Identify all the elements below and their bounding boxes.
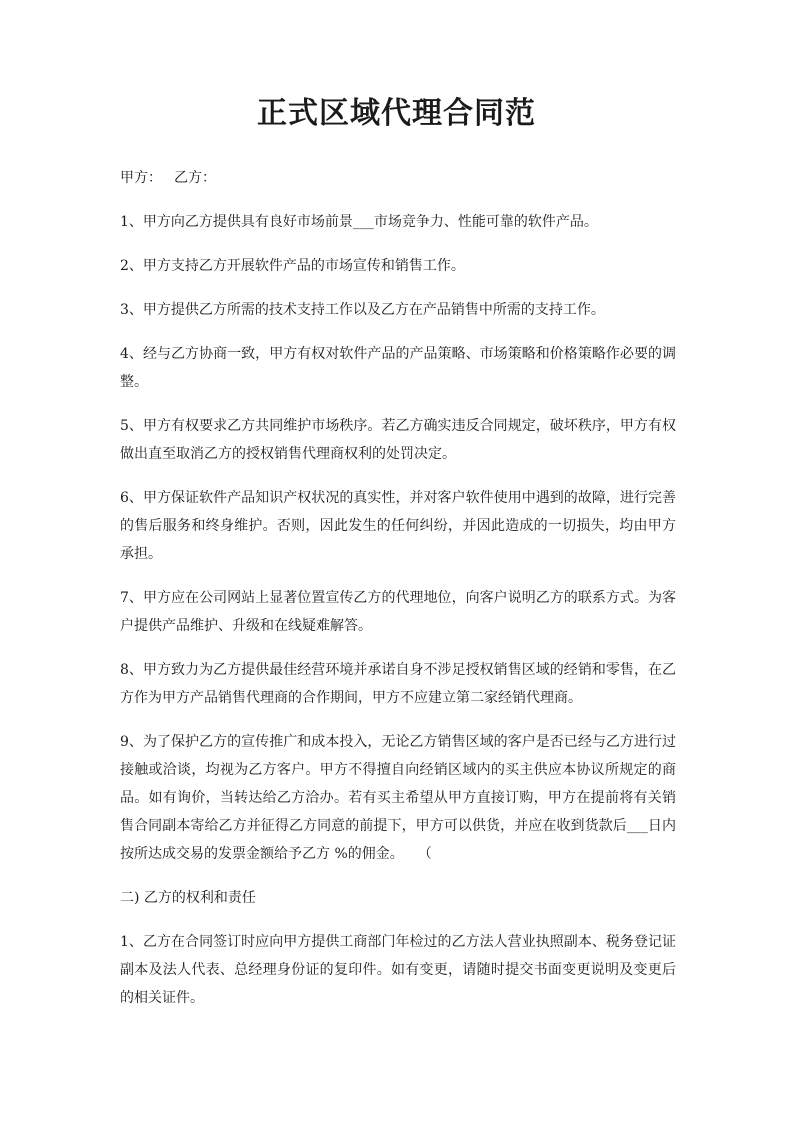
party-b-label: 乙方： [174,170,216,186]
clause-4: 4、经与乙方协商一致，甲方有权对软件产品的产品策略、市场策略和价格策略作必要的调整。 [120,346,676,390]
clause-1: 1、甲方向乙方提供具有良好市场前景___市场竞争力、性能可靠的软件产品。 [120,214,598,230]
section-heading-party-b: 二) 乙方的权利和责任 [120,890,256,906]
clause-7: 7、甲方应在公司网站上显著位置宣传乙方的代理地位，向客户说明乙方的联系方式。为客户提供产品维护、升级和在线疑难解答。 [120,590,676,634]
party-a-label: 甲方： [120,170,162,186]
clause-9: 9、为了保护乙方的宣传推广和成本投入，无论乙方销售区域的客户是否已经与乙方进行过接触或洽谈，均视为乙方客户。甲方不得擅自向经销区域内的买主供应本协议所规定的商品。如有询价，当转达给乙方洽办。若有买主希望从甲方直接订购，甲方在提前将有关销售合同副本寄给乙方并征得乙方同意的前提下，甲方可以供货，并应在收到货款后___日内按所达成交易的发票金额给予乙方 %的佣金。 （ [120,734,676,862]
party-b-clause-1: 1、乙方在合同签订时应向甲方提供工商部门年检过的乙方法人营业执照副本、税务登记证副本及法人代表、总经理身份证的复印件。如有变更，请随时提交书面变更说明及变更后的相关证件。 [120,934,676,1006]
clause-8: 8、甲方致力为乙方提供最佳经营环境并承诺自身不涉足授权销售区域的经销和零售，在乙方作为甲方产品销售代理商的合作期间，甲方不应建立第二家经销代理商。 [120,662,676,706]
document-title: 正式区域代理合同范 [257,96,536,131]
clause-5: 5、甲方有权要求乙方共同维护市场秩序。若乙方确实违反合同规定，破坏秩序，甲方有权做出直至取消乙方的授权销售代理商权利的处罚决定。 [120,418,676,462]
clause-2: 2、甲方支持乙方开展软件产品的市场宣传和销售工作。 [120,258,465,274]
clause-3: 3、甲方提供乙方所需的技术支持工作以及乙方在产品销售中所需的支持工作。 [120,302,605,318]
parties-line [120,164,676,192]
document-body [120,164,676,1028]
clause-6: 6、甲方保证软件产品知识产权状况的真实性，并对客户软件使用中遇到的故障，进行完善的售后服务和终身维护。否则，因此发生的任何纠纷，并因此造成的一切损失，均由甲方承担。 [120,490,676,562]
